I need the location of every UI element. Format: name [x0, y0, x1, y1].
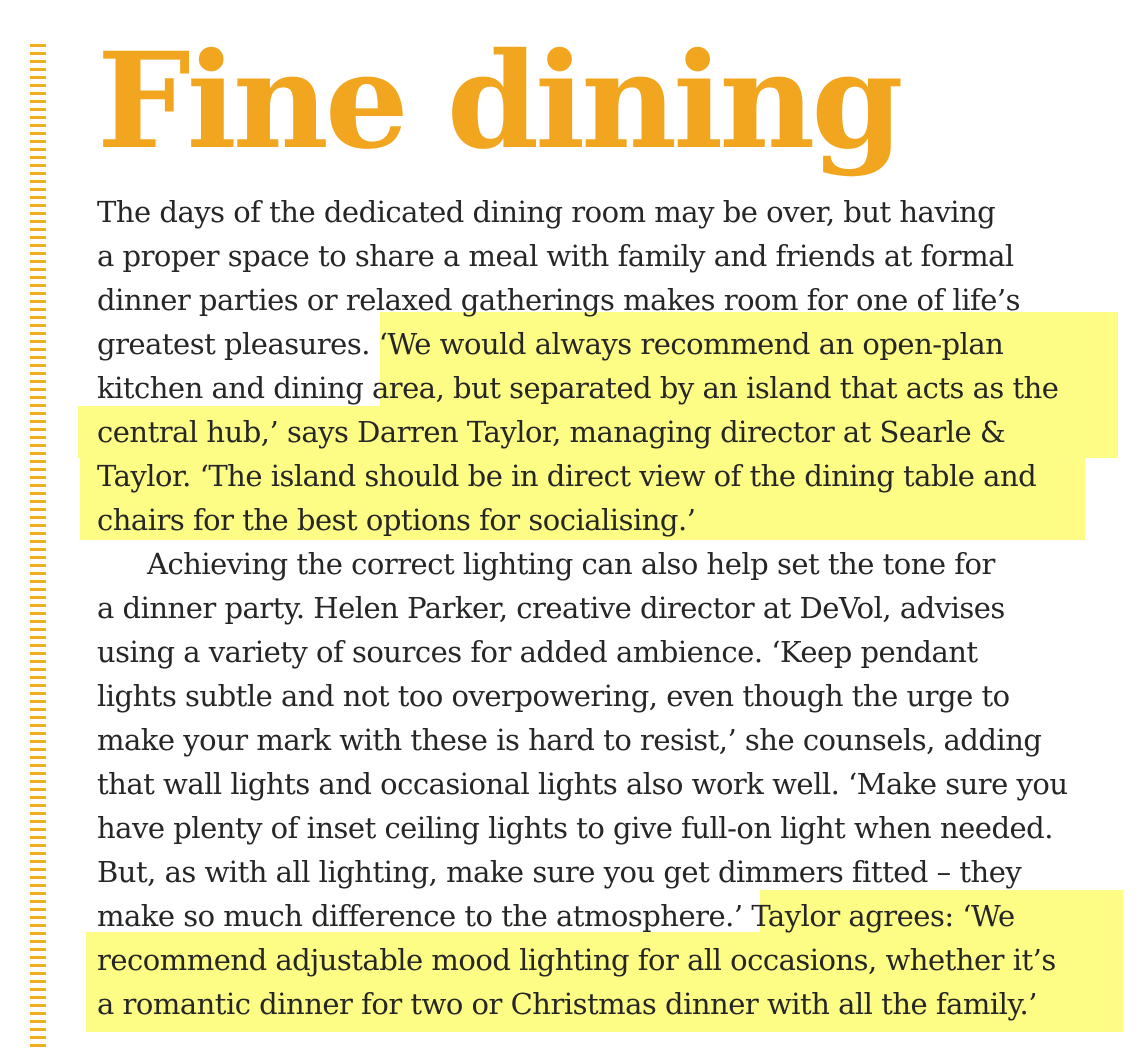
body-line: a dinner party. Helen Parker, creative director at DeVol, advises	[97, 591, 1005, 625]
body-line: But, as with all lighting, make sure you get dimmers fitted – they	[97, 855, 1022, 889]
body-line: kitchen and dining area, but separated by an island that acts as the	[97, 371, 1059, 405]
body-line: make so much difference to the atmosphere.’ Taylor agrees: ‘We	[97, 899, 1015, 933]
body-line: a proper space to share a meal with family and friends at formal	[97, 239, 1014, 273]
body-line: chairs for the best options for socialising.’	[97, 503, 696, 537]
body-line: Taylor. ‘The island should be in direct view of the dining table and	[97, 459, 1037, 493]
body-line: that wall lights and occasional lights also work well. ‘Make sure you	[97, 767, 1068, 801]
article-title: Fine dining	[97, 24, 900, 179]
body-line: using a variety of sources for added ambience. ‘Keep pendant	[97, 635, 978, 669]
body-line: make your mark with these is hard to resist,’ she counsels, adding	[97, 723, 1042, 757]
body-line: a romantic dinner for two or Christmas dinner with all the family.’	[97, 987, 1037, 1021]
body-line: greatest pleasures. ‘We would always recommend an open-plan	[97, 327, 1004, 361]
body-line: The days of the dedicated dining room may be over, but having	[97, 195, 996, 229]
body-line: dinner parties or relaxed gatherings makes room for one of life’s	[97, 283, 1020, 317]
body-line: Achieving the correct lighting can also help set the tone for	[147, 547, 995, 581]
body-line: lights subtle and not too overpowering, even though the urge to	[97, 679, 1010, 713]
body-line: central hub,’ says Darren Taylor, managing director at Searle &	[97, 415, 1006, 449]
body-line: recommend adjustable mood lighting for all occasions, whether it’s	[97, 943, 1056, 977]
decorative-stripe	[30, 44, 46, 1048]
body-line: have plenty of inset ceiling lights to give full-on light when needed.	[97, 811, 1053, 845]
